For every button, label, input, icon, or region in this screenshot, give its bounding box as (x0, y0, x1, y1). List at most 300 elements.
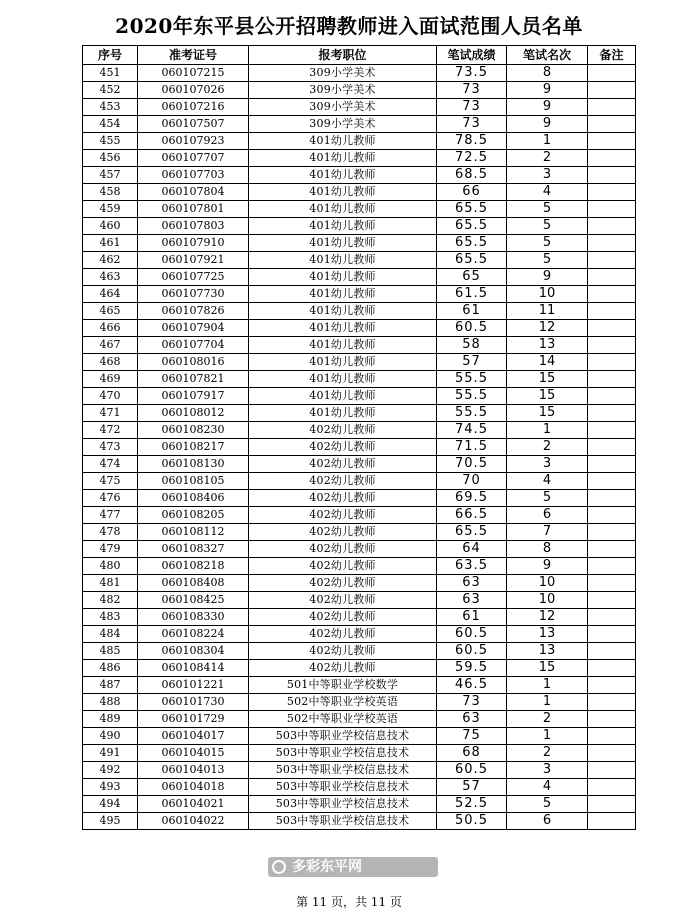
cell-exam-number: 060104013 (138, 762, 249, 779)
cell-score: 73 (437, 99, 507, 116)
cell-position: 401幼儿教师 (249, 337, 437, 354)
cell-score: 65.5 (437, 252, 507, 269)
cell-seq: 479 (83, 541, 138, 558)
cell-exam-number: 060101730 (138, 694, 249, 711)
cell-rank: 9 (507, 82, 588, 99)
cell-note (588, 218, 636, 235)
cell-rank: 3 (507, 762, 588, 779)
table-row (83, 711, 636, 728)
cell-position: 502中等职业学校英语 (249, 694, 437, 711)
cell-rank: 3 (507, 167, 588, 184)
cell-note (588, 320, 636, 337)
cell-rank: 2 (507, 745, 588, 762)
cell-note (588, 184, 636, 201)
cell-rank: 15 (507, 388, 588, 405)
cell-rank: 1 (507, 694, 588, 711)
cell-note (588, 694, 636, 711)
cell-exam-number: 060108016 (138, 354, 249, 371)
cell-exam-number: 060107730 (138, 286, 249, 303)
cell-score: 60.5 (437, 643, 507, 660)
cell-exam-number: 060108205 (138, 507, 249, 524)
cell-seq: 476 (83, 490, 138, 507)
cell-score: 71.5 (437, 439, 507, 456)
cell-exam-number: 060108425 (138, 592, 249, 609)
cell-seq: 461 (83, 235, 138, 252)
cell-rank: 15 (507, 405, 588, 422)
cell-note (588, 252, 636, 269)
cell-exam-number: 060108414 (138, 660, 249, 677)
cell-rank: 4 (507, 779, 588, 796)
cell-score: 72.5 (437, 150, 507, 167)
cell-position: 401幼儿教师 (249, 371, 437, 388)
cell-score: 52.5 (437, 796, 507, 813)
cell-note (588, 354, 636, 371)
cell-rank: 14 (507, 354, 588, 371)
page-footer: 第 11 页，共 11 页 (296, 895, 402, 909)
cell-rank: 8 (507, 65, 588, 82)
cell-seq: 460 (83, 218, 138, 235)
cell-score: 65.5 (437, 218, 507, 235)
cell-position: 401幼儿教师 (249, 201, 437, 218)
cell-seq: 472 (83, 422, 138, 439)
cell-note (588, 473, 636, 490)
cell-exam-number: 060107923 (138, 133, 249, 150)
cell-position: 402幼儿教师 (249, 626, 437, 643)
cell-score: 75 (437, 728, 507, 745)
cell-note (588, 371, 636, 388)
cell-exam-number: 060107803 (138, 218, 249, 235)
table-row (83, 507, 636, 524)
cell-seq: 454 (83, 116, 138, 133)
table-row (83, 745, 636, 762)
cell-exam-number: 060107917 (138, 388, 249, 405)
cell-exam-number: 060108224 (138, 626, 249, 643)
cell-rank: 2 (507, 150, 588, 167)
cell-score: 59.5 (437, 660, 507, 677)
cell-seq: 473 (83, 439, 138, 456)
cell-seq: 466 (83, 320, 138, 337)
header-exam-number: 准考证号 (138, 46, 249, 65)
cell-rank: 4 (507, 473, 588, 490)
cell-rank: 9 (507, 269, 588, 286)
table-row (83, 626, 636, 643)
cell-exam-number: 060108304 (138, 643, 249, 660)
cell-exam-number: 060107707 (138, 150, 249, 167)
cell-note (588, 388, 636, 405)
cell-note (588, 116, 636, 133)
cell-position: 402幼儿教师 (249, 439, 437, 456)
cell-position: 402幼儿教师 (249, 643, 437, 660)
cell-position: 402幼儿教师 (249, 575, 437, 592)
table-row (83, 779, 636, 796)
cell-exam-number: 060107801 (138, 201, 249, 218)
cell-seq: 490 (83, 728, 138, 745)
header-score: 笔试成绩 (437, 46, 507, 65)
cell-position: 402幼儿教师 (249, 541, 437, 558)
cell-position: 401幼儿教师 (249, 184, 437, 201)
cell-exam-number: 060104017 (138, 728, 249, 745)
cell-score: 60.5 (437, 320, 507, 337)
cell-rank: 15 (507, 371, 588, 388)
cell-score: 63.5 (437, 558, 507, 575)
header-note: 备注 (588, 46, 636, 65)
cell-position: 309小学美术 (249, 82, 437, 99)
cell-rank: 12 (507, 320, 588, 337)
cell-rank: 10 (507, 592, 588, 609)
cell-note (588, 507, 636, 524)
table-row (83, 82, 636, 99)
table-row (83, 643, 636, 660)
cell-exam-number: 060108112 (138, 524, 249, 541)
cell-score: 55.5 (437, 388, 507, 405)
cell-seq: 459 (83, 201, 138, 218)
cell-score: 73 (437, 82, 507, 99)
cell-score: 60.5 (437, 762, 507, 779)
cell-score: 61.5 (437, 286, 507, 303)
cell-seq: 463 (83, 269, 138, 286)
table-row (83, 694, 636, 711)
cell-note (588, 558, 636, 575)
cell-note (588, 745, 636, 762)
header-seq: 序号 (83, 46, 138, 65)
cell-rank: 8 (507, 541, 588, 558)
cell-note (588, 167, 636, 184)
table-row (83, 167, 636, 184)
cell-score: 57 (437, 354, 507, 371)
cell-position: 401幼儿教师 (249, 269, 437, 286)
cell-rank: 6 (507, 507, 588, 524)
cell-note (588, 643, 636, 660)
cell-seq: 478 (83, 524, 138, 541)
cell-score: 70 (437, 473, 507, 490)
table-row (83, 201, 636, 218)
cell-position: 401幼儿教师 (249, 218, 437, 235)
cell-seq: 451 (83, 65, 138, 82)
cell-score: 63 (437, 575, 507, 592)
table-row (83, 558, 636, 575)
table-row (83, 252, 636, 269)
table-row (83, 575, 636, 592)
cell-note (588, 728, 636, 745)
cell-seq: 462 (83, 252, 138, 269)
cell-seq: 464 (83, 286, 138, 303)
cell-seq: 491 (83, 745, 138, 762)
cell-rank: 1 (507, 133, 588, 150)
cell-seq: 486 (83, 660, 138, 677)
cell-position: 401幼儿教师 (249, 133, 437, 150)
cell-seq: 452 (83, 82, 138, 99)
cell-score: 68 (437, 745, 507, 762)
table-row (83, 150, 636, 167)
table-row (83, 337, 636, 354)
cell-exam-number: 060101221 (138, 677, 249, 694)
cell-exam-number: 060107026 (138, 82, 249, 99)
cell-note (588, 235, 636, 252)
cell-exam-number: 060108330 (138, 609, 249, 626)
cell-rank: 4 (507, 184, 588, 201)
cell-score: 63 (437, 711, 507, 728)
cell-rank: 5 (507, 235, 588, 252)
cell-note (588, 524, 636, 541)
cell-rank: 15 (507, 660, 588, 677)
table-body (83, 65, 636, 830)
cell-score: 73.5 (437, 65, 507, 82)
cell-rank: 10 (507, 286, 588, 303)
cell-score: 61 (437, 609, 507, 626)
cell-exam-number: 060107804 (138, 184, 249, 201)
cell-note (588, 303, 636, 320)
cell-seq: 480 (83, 558, 138, 575)
cell-position: 309小学美术 (249, 65, 437, 82)
cell-position: 402幼儿教师 (249, 456, 437, 473)
cell-seq: 457 (83, 167, 138, 184)
cell-position: 402幼儿教师 (249, 422, 437, 439)
table-row (83, 116, 636, 133)
cell-seq: 485 (83, 643, 138, 660)
cell-note (588, 711, 636, 728)
cell-position: 503中等职业学校信息技术 (249, 796, 437, 813)
cell-rank: 13 (507, 337, 588, 354)
cell-seq: 469 (83, 371, 138, 388)
cell-seq: 484 (83, 626, 138, 643)
cell-note (588, 422, 636, 439)
cell-note (588, 337, 636, 354)
cell-rank: 9 (507, 558, 588, 575)
cell-exam-number: 060107215 (138, 65, 249, 82)
table-row (83, 473, 636, 490)
cell-rank: 7 (507, 524, 588, 541)
table-row (83, 405, 636, 422)
table-row (83, 320, 636, 337)
cell-rank: 9 (507, 116, 588, 133)
cell-rank: 6 (507, 813, 588, 830)
table-row (83, 65, 636, 82)
cell-score: 58 (437, 337, 507, 354)
cell-note (588, 201, 636, 218)
table-row (83, 269, 636, 286)
cell-exam-number: 060107725 (138, 269, 249, 286)
cell-seq: 467 (83, 337, 138, 354)
cell-note (588, 456, 636, 473)
cell-note (588, 150, 636, 167)
cell-position: 401幼儿教师 (249, 167, 437, 184)
cell-score: 78.5 (437, 133, 507, 150)
cell-score: 65.5 (437, 524, 507, 541)
cell-exam-number: 060108406 (138, 490, 249, 507)
cell-position: 309小学美术 (249, 116, 437, 133)
cell-seq: 492 (83, 762, 138, 779)
cell-position: 502中等职业学校英语 (249, 711, 437, 728)
cell-exam-number: 060107216 (138, 99, 249, 116)
cell-note (588, 575, 636, 592)
table-row (83, 456, 636, 473)
cell-seq: 455 (83, 133, 138, 150)
cell-exam-number: 060107826 (138, 303, 249, 320)
cell-rank: 1 (507, 728, 588, 745)
cell-exam-number: 060104018 (138, 779, 249, 796)
cell-exam-number: 060107904 (138, 320, 249, 337)
cell-position: 401幼儿教师 (249, 252, 437, 269)
cell-note (588, 541, 636, 558)
cell-note (588, 65, 636, 82)
cell-score: 74.5 (437, 422, 507, 439)
cell-note (588, 762, 636, 779)
cell-position: 402幼儿教师 (249, 473, 437, 490)
cell-score: 55.5 (437, 371, 507, 388)
cell-score: 66 (437, 184, 507, 201)
cell-note (588, 677, 636, 694)
cell-score: 68.5 (437, 167, 507, 184)
table-row (83, 796, 636, 813)
watermark (268, 857, 438, 877)
cell-rank: 2 (507, 711, 588, 728)
cell-exam-number: 060108408 (138, 575, 249, 592)
cell-seq: 456 (83, 150, 138, 167)
cell-seq: 495 (83, 813, 138, 830)
cell-note (588, 609, 636, 626)
cell-score: 66.5 (437, 507, 507, 524)
cell-note (588, 592, 636, 609)
cell-note (588, 490, 636, 507)
cell-note (588, 99, 636, 116)
cell-score: 63 (437, 592, 507, 609)
cell-note (588, 660, 636, 677)
cell-position: 402幼儿教师 (249, 524, 437, 541)
cell-seq: 482 (83, 592, 138, 609)
candidate-table (82, 45, 636, 830)
cell-exam-number: 060107921 (138, 252, 249, 269)
cell-exam-number: 060107703 (138, 167, 249, 184)
cell-rank: 5 (507, 490, 588, 507)
cell-exam-number: 060108327 (138, 541, 249, 558)
cell-note (588, 286, 636, 303)
table-row (83, 609, 636, 626)
cell-seq: 477 (83, 507, 138, 524)
table-row (83, 490, 636, 507)
cell-score: 73 (437, 116, 507, 133)
cell-position: 503中等职业学校信息技术 (249, 745, 437, 762)
cell-seq: 474 (83, 456, 138, 473)
cell-position: 401幼儿教师 (249, 303, 437, 320)
table-row (83, 728, 636, 745)
cell-position: 402幼儿教师 (249, 490, 437, 507)
cell-score: 55.5 (437, 405, 507, 422)
cell-score: 50.5 (437, 813, 507, 830)
cell-rank: 11 (507, 303, 588, 320)
cell-exam-number: 060108230 (138, 422, 249, 439)
cell-note (588, 439, 636, 456)
cell-seq: 470 (83, 388, 138, 405)
table-header-row (83, 46, 636, 65)
cell-exam-number: 060107821 (138, 371, 249, 388)
cell-seq: 494 (83, 796, 138, 813)
cell-score: 46.5 (437, 677, 507, 694)
table-row (83, 235, 636, 252)
cell-score: 61 (437, 303, 507, 320)
header-rank: 笔试名次 (507, 46, 588, 65)
cell-position: 401幼儿教师 (249, 405, 437, 422)
cell-rank: 13 (507, 626, 588, 643)
cell-note (588, 796, 636, 813)
table-row (83, 524, 636, 541)
cell-exam-number: 060108130 (138, 456, 249, 473)
table-row (83, 677, 636, 694)
cell-position: 401幼儿教师 (249, 320, 437, 337)
cell-position: 401幼儿教师 (249, 388, 437, 405)
cell-note (588, 82, 636, 99)
page-title: 2020年东平县公开招聘教师进入面试范围人员名单 (115, 14, 583, 38)
cell-exam-number: 060104022 (138, 813, 249, 830)
cell-score: 65.5 (437, 235, 507, 252)
table-row (83, 388, 636, 405)
cell-position: 401幼儿教师 (249, 235, 437, 252)
cell-exam-number: 060107910 (138, 235, 249, 252)
cell-score: 64 (437, 541, 507, 558)
cell-position: 503中等职业学校信息技术 (249, 813, 437, 830)
cell-seq: 465 (83, 303, 138, 320)
table-row (83, 813, 636, 830)
cell-position: 503中等职业学校信息技术 (249, 779, 437, 796)
cell-exam-number: 060107704 (138, 337, 249, 354)
cell-exam-number: 060108218 (138, 558, 249, 575)
cell-seq: 488 (83, 694, 138, 711)
cell-rank: 10 (507, 575, 588, 592)
cell-rank: 5 (507, 796, 588, 813)
cell-position: 402幼儿教师 (249, 592, 437, 609)
cell-rank: 1 (507, 422, 588, 439)
cell-position: 402幼儿教师 (249, 558, 437, 575)
table-row (83, 184, 636, 201)
cell-rank: 5 (507, 218, 588, 235)
cell-position: 402幼儿教师 (249, 609, 437, 626)
watermark-text: 多彩东平网 (292, 859, 362, 875)
table-row (83, 660, 636, 677)
table-row (83, 422, 636, 439)
cell-seq: 458 (83, 184, 138, 201)
watermark-logo-icon (272, 860, 286, 874)
cell-exam-number: 060107507 (138, 116, 249, 133)
cell-seq: 468 (83, 354, 138, 371)
cell-position: 503中等职业学校信息技术 (249, 728, 437, 745)
cell-seq: 493 (83, 779, 138, 796)
cell-score: 65 (437, 269, 507, 286)
table-row (83, 592, 636, 609)
cell-score: 65.5 (437, 201, 507, 218)
cell-position: 501中等职业学校数学 (249, 677, 437, 694)
table-row (83, 371, 636, 388)
cell-score: 73 (437, 694, 507, 711)
table-row (83, 354, 636, 371)
cell-position: 401幼儿教师 (249, 286, 437, 303)
cell-rank: 1 (507, 677, 588, 694)
header-position: 报考职位 (249, 46, 437, 65)
cell-rank: 5 (507, 201, 588, 218)
cell-exam-number: 060104021 (138, 796, 249, 813)
table-row (83, 218, 636, 235)
cell-rank: 13 (507, 643, 588, 660)
table-row (83, 133, 636, 150)
cell-score: 70.5 (437, 456, 507, 473)
cell-seq: 453 (83, 99, 138, 116)
cell-position: 401幼儿教师 (249, 150, 437, 167)
cell-position: 309小学美术 (249, 99, 437, 116)
cell-seq: 481 (83, 575, 138, 592)
cell-rank: 9 (507, 99, 588, 116)
table-row (83, 541, 636, 558)
cell-exam-number: 060104015 (138, 745, 249, 762)
cell-note (588, 133, 636, 150)
cell-exam-number: 060108105 (138, 473, 249, 490)
